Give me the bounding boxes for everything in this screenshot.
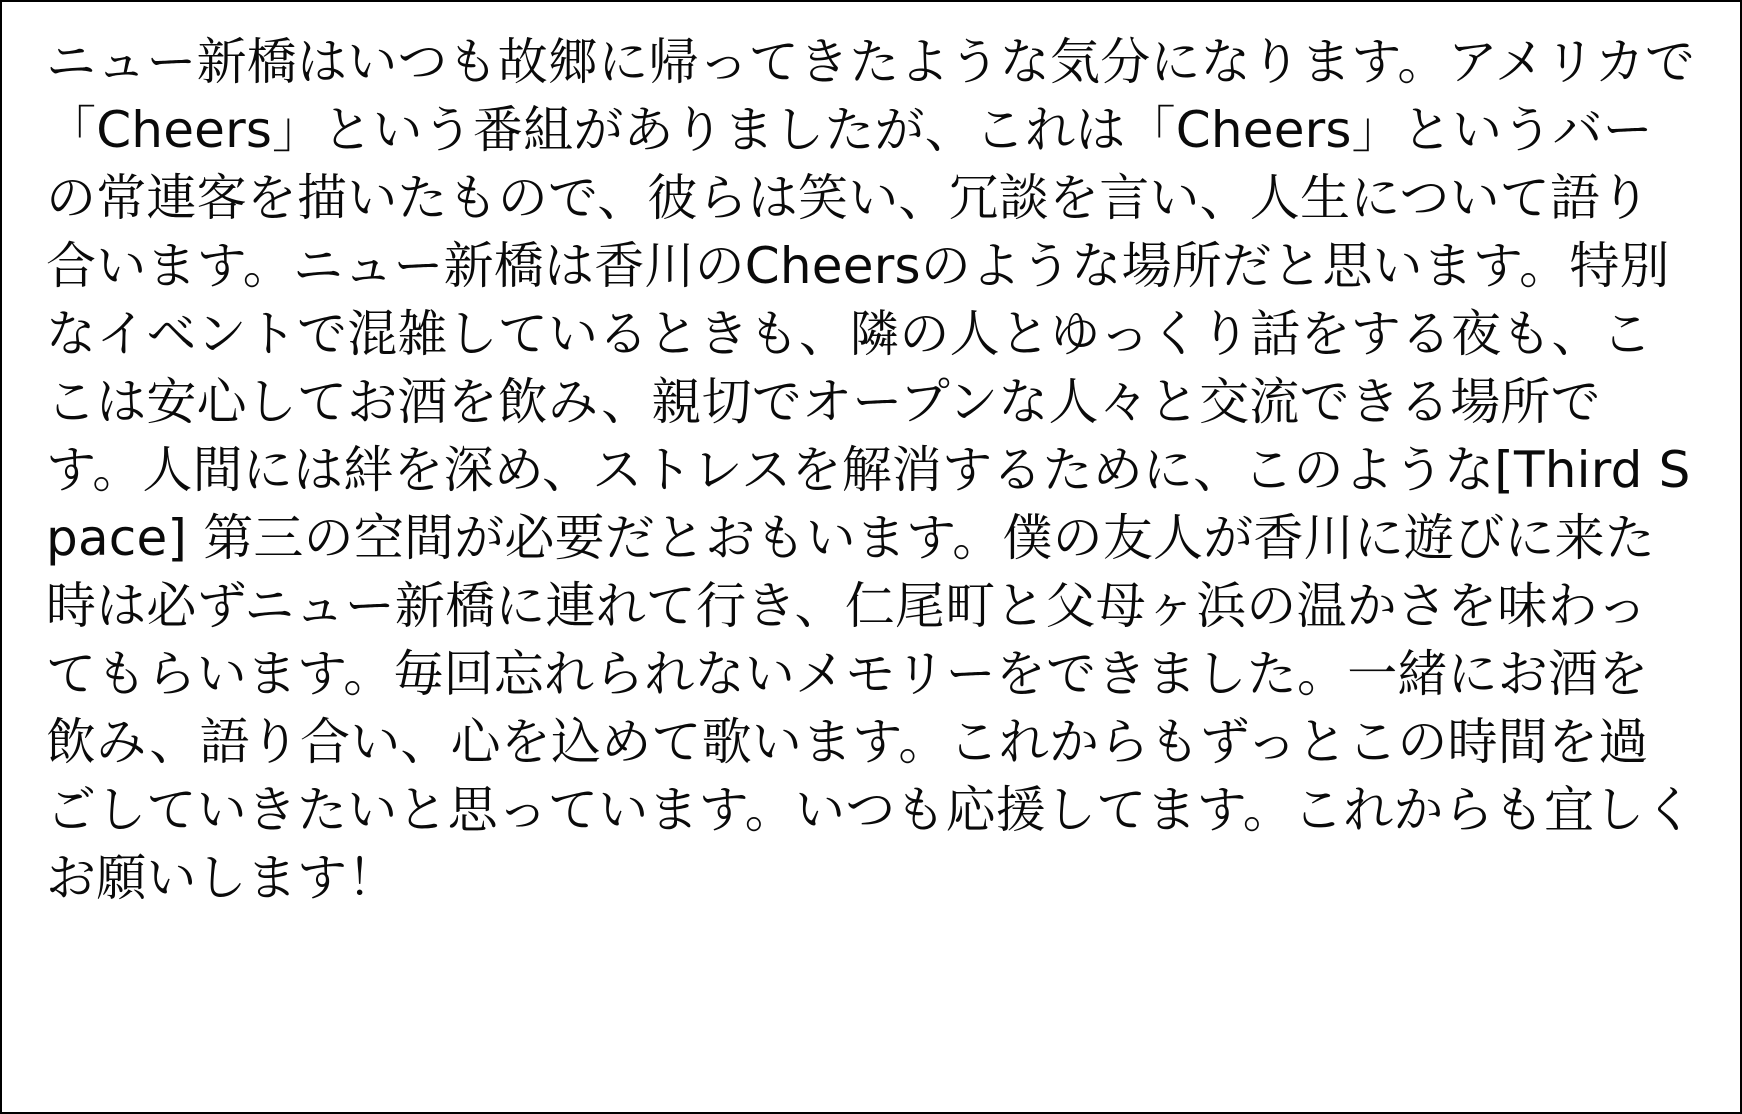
document-body-text: ニュー新橋はいつも故郷に帰ってきたような気分になります。アメリカで「Cheers」という番組がありましたが、これは「Cheers」というバーの常連客を描いたもので、彼らは笑い、冗談を言い、人生について語り合います。ニュー新橋は香川のCheersのような場所だと思います。特別なイベントで混雑しているときも、隣の人とゆっくり話をする夜も、ここは安心してお酒を飲み、親切でオープンな人々と交流できる場所です。人間には絆を深め、ストレスを解消するために、このような[Third Space] 第三の空間が必要だとおもいます。僕の友人が香川に遊びに来た時は必ずニュー新橋に連れて行き、仁尾町と父母ヶ浜の温かさを味わってもらいます。毎回忘れられないメモリーをできました。一緒にお酒を飲み、語り合い、心を込めて歌います。これからもずっとこの時間を過ごしていきたいと思っています。いつも応援してます。これからも宜しくお願いします！ xyxy=(46,33,1696,907)
